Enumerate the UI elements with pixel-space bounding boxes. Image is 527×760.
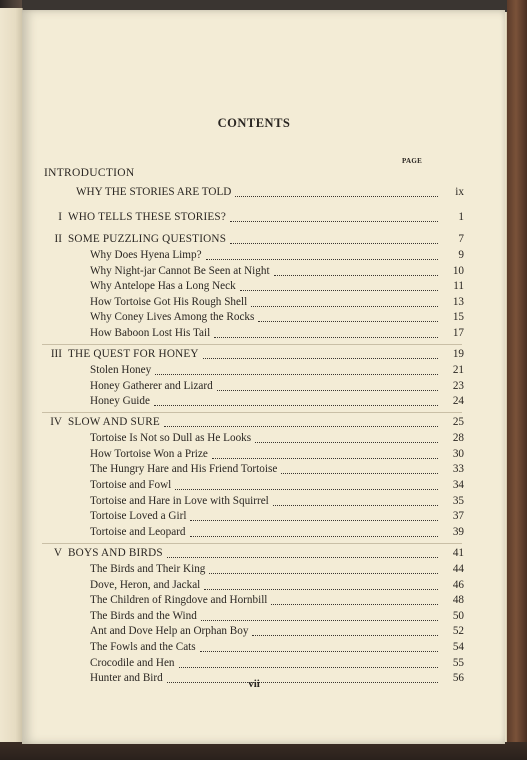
page-number: 37 — [452, 510, 464, 522]
dot-leader — [255, 433, 438, 443]
toc-entry — [90, 655, 464, 671]
page-number: 39 — [452, 526, 464, 538]
page-number: 52 — [452, 625, 464, 637]
toc-chapter-entry — [44, 231, 464, 247]
entry-title: The Hungry Hare and His Friend Tortoise — [90, 463, 278, 475]
entry-title: Honey Gatherer and Lizard — [90, 380, 213, 392]
toc-entry — [90, 477, 464, 493]
entry-title: The Birds and Their King — [90, 563, 206, 575]
page-number: 34 — [452, 479, 464, 491]
page-column-label: PAGE — [402, 157, 423, 165]
dot-leader — [209, 564, 438, 574]
entry-title: Why Night-jar Cannot Be Seen at Night — [90, 265, 270, 277]
page-number: 48 — [452, 594, 464, 606]
entry-title: The Children of Ringdove and Hornbill — [90, 594, 268, 606]
page-number: 17 — [452, 327, 464, 339]
toc-entry — [90, 639, 464, 655]
page-number: 21 — [452, 364, 464, 376]
page-number: 55 — [452, 657, 464, 669]
page-number: 28 — [452, 432, 464, 444]
entry-title: SOME PUZZLING QUESTIONS — [68, 233, 227, 245]
entry-title: THE QUEST FOR HONEY — [68, 348, 199, 360]
dot-leader — [190, 527, 438, 537]
toc-entry — [90, 508, 464, 524]
entry-title: Why Does Hyena Limp? — [90, 249, 202, 261]
entry-title: Tortoise and Hare in Love with Squirrel — [90, 495, 269, 507]
dot-leader — [201, 611, 438, 621]
contents-page — [22, 10, 505, 744]
dot-leader — [212, 449, 438, 459]
dot-leader — [274, 266, 438, 276]
dot-leader — [240, 281, 438, 291]
dot-leader — [154, 396, 438, 406]
entry-title: Crocodile and Hen — [90, 657, 175, 669]
dot-leader — [258, 312, 438, 322]
toc-entry — [90, 446, 464, 462]
section-divider — [42, 543, 462, 544]
page-number: 11 — [453, 280, 464, 292]
book-cover-bottom — [0, 742, 527, 760]
page-folio: vii — [248, 678, 260, 690]
dot-leader — [200, 642, 438, 652]
toc-entry — [90, 278, 464, 294]
introduction-label: INTRODUCTION — [44, 167, 135, 179]
entry-title: Honey Guide — [90, 395, 150, 407]
dot-leader — [155, 365, 438, 375]
toc-entry — [90, 524, 464, 540]
facing-page-edge — [0, 8, 23, 748]
dot-leader — [167, 548, 438, 558]
entry-title: Dove, Heron, and Jackal — [90, 579, 201, 591]
entry-title: WHY THE STORIES ARE TOLD — [76, 186, 232, 198]
page-number: 25 — [452, 416, 464, 428]
chapter-number: II — [54, 233, 62, 245]
dot-leader — [203, 349, 438, 359]
dot-leader — [190, 511, 438, 521]
toc-chapter-entry — [44, 346, 464, 362]
entry-title: Tortoise Is Not so Dull as He Looks — [90, 432, 252, 444]
toc-chapter-entry — [44, 209, 464, 225]
page-number: 56 — [452, 672, 464, 684]
toc-entry — [90, 294, 464, 310]
dot-leader — [217, 381, 438, 391]
entry-title: BOYS AND BIRDS — [68, 547, 163, 559]
dot-leader — [271, 595, 438, 605]
toc-entry — [90, 325, 464, 341]
chapter-number: III — [50, 348, 62, 360]
dot-leader — [230, 234, 438, 244]
entry-title: The Birds and the Wind — [90, 610, 197, 622]
entry-title: How Tortoise Won a Prize — [90, 448, 208, 460]
page-number: 9 — [458, 249, 464, 261]
entry-title: Why Antelope Has a Long Neck — [90, 280, 236, 292]
page-number: 15 — [452, 311, 464, 323]
dot-leader — [281, 464, 438, 474]
entry-title: How Tortoise Got His Rough Shell — [90, 296, 248, 308]
section-divider — [42, 412, 462, 413]
toc-entry — [76, 184, 464, 200]
page-number: 30 — [452, 448, 464, 460]
toc-entry — [90, 247, 464, 263]
page-number: 7 — [458, 233, 464, 245]
page-number: 33 — [452, 463, 464, 475]
toc-entry — [90, 309, 464, 325]
chapter-number: V — [53, 547, 62, 559]
entry-title: Ant and Dove Help an Orphan Boy — [90, 625, 249, 637]
page-number: 1 — [458, 211, 464, 223]
entry-title: Hunter and Bird — [90, 672, 163, 684]
toc-chapter-entry — [44, 545, 464, 561]
toc-entry — [90, 393, 464, 409]
page-number: 35 — [452, 495, 464, 507]
entry-title: Stolen Honey — [90, 364, 152, 376]
page-number: 24 — [452, 395, 464, 407]
dot-leader — [204, 580, 438, 590]
dot-leader — [252, 626, 438, 636]
toc-chapter-entry — [44, 414, 464, 430]
entry-title: Tortoise and Fowl — [90, 479, 172, 491]
chapter-number: IV — [50, 416, 62, 428]
toc-entry — [90, 378, 464, 394]
toc-entry — [90, 577, 464, 593]
toc-entry — [90, 592, 464, 608]
page-number: 44 — [452, 563, 464, 575]
page-number: 41 — [452, 547, 464, 559]
entry-title: SLOW AND SURE — [68, 416, 160, 428]
dot-leader — [175, 480, 438, 490]
chapter-number: I — [58, 211, 62, 223]
entry-title: WHO TELLS THESE STORIES? — [68, 211, 227, 223]
dot-leader — [230, 212, 438, 222]
toc-entry — [90, 461, 464, 477]
page-number: ix — [455, 186, 464, 198]
toc-entry — [90, 263, 464, 279]
page-number: 13 — [452, 296, 464, 308]
page-number: 10 — [452, 265, 464, 277]
toc-entry — [90, 561, 464, 577]
page-number: 46 — [452, 579, 464, 591]
book-cover-right — [507, 0, 527, 760]
entry-title: The Fowls and the Cats — [90, 641, 196, 653]
entry-title: Tortoise and Leopard — [90, 526, 186, 538]
dot-leader — [251, 297, 438, 307]
dot-leader — [235, 187, 438, 197]
toc-entry — [90, 430, 464, 446]
entry-title: Why Coney Lives Among the Rocks — [90, 311, 255, 323]
contents-heading: CONTENTS — [217, 116, 291, 130]
dot-leader — [273, 496, 438, 506]
toc-entry — [90, 362, 464, 378]
dot-leader — [206, 250, 438, 260]
entry-title: Tortoise Loved a Girl — [90, 510, 187, 522]
section-divider — [42, 344, 462, 345]
page-number: 19 — [452, 348, 464, 360]
dot-leader — [179, 658, 438, 668]
toc-entry — [90, 608, 464, 624]
toc-entry — [90, 623, 464, 639]
dot-leader — [214, 328, 438, 338]
toc-entry — [90, 493, 464, 509]
dot-leader — [164, 417, 438, 427]
page-number: 50 — [452, 610, 464, 622]
page-number: 54 — [452, 641, 464, 653]
page-number: 23 — [452, 380, 464, 392]
entry-title: How Baboon Lost His Tail — [90, 327, 211, 339]
